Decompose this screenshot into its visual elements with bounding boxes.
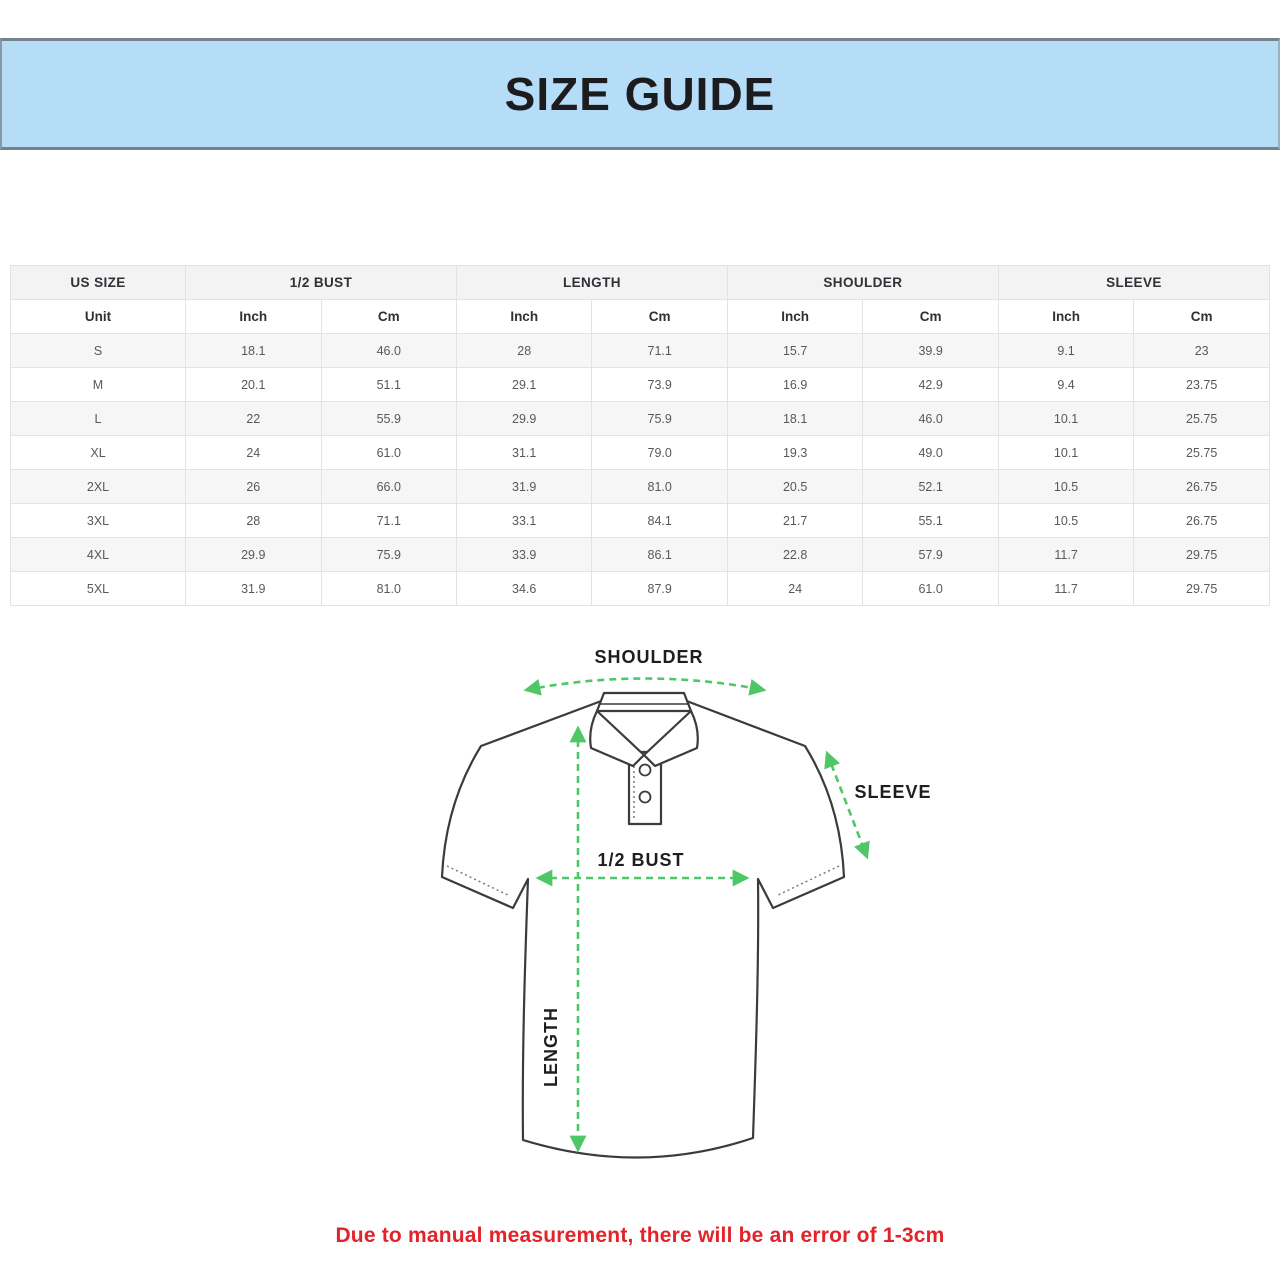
measure-cell: 25.75 — [1134, 436, 1270, 470]
measure-cell: 87.9 — [592, 572, 727, 606]
measure-cell: 75.9 — [321, 538, 456, 572]
measure-cell: 26.75 — [1134, 504, 1270, 538]
measure-cell: 71.1 — [321, 504, 456, 538]
table-row-5xl — [11, 572, 1270, 606]
measure-cell: 34.6 — [456, 572, 591, 606]
table-row-4xl — [11, 538, 1270, 572]
measure-cell: 55.1 — [863, 504, 998, 538]
measure-cell: 39.9 — [863, 334, 998, 368]
measure-cell: 31.1 — [456, 436, 591, 470]
size-label-cell: 5XL — [11, 572, 186, 606]
size-label-cell: L — [11, 402, 186, 436]
measure-cell: 9.1 — [998, 334, 1133, 368]
measure-cell: 10.1 — [998, 436, 1133, 470]
measure-cell: 75.9 — [592, 402, 727, 436]
measure-cell: 23.75 — [1134, 368, 1270, 402]
measure-cell: 81.0 — [321, 572, 456, 606]
table-row-xl — [11, 436, 1270, 470]
measure-cell: 18.1 — [727, 402, 862, 436]
measurement-error-note: Due to manual measurement, there will be an error of 1-3cm — [335, 1224, 945, 1247]
measure-cell: 16.9 — [727, 368, 862, 402]
measure-cell: 26.75 — [1134, 470, 1270, 504]
measure-cell: 57.9 — [863, 538, 998, 572]
collar-band — [597, 693, 691, 711]
measure-cell: 51.1 — [321, 368, 456, 402]
unit-inch-header: Inch — [727, 300, 862, 334]
measure-cell: 66.0 — [321, 470, 456, 504]
button — [640, 765, 651, 776]
measure-cell: 21.7 — [727, 504, 862, 538]
size-label-cell: S — [11, 334, 186, 368]
page-title: SIZE GUIDE — [504, 68, 776, 120]
measure-cell: 81.0 — [592, 470, 727, 504]
unit-inch-header: Inch — [998, 300, 1133, 334]
measure-cell: 84.1 — [592, 504, 727, 538]
size-label-cell: 2XL — [11, 470, 186, 504]
measure-cell: 22.8 — [727, 538, 862, 572]
measure-cell: 29.75 — [1134, 572, 1270, 606]
measure-cell: 29.9 — [186, 538, 321, 572]
unit-cm-header: Cm — [1134, 300, 1270, 334]
unit-cm-header: Cm — [863, 300, 998, 334]
size-label-cell: XL — [11, 436, 186, 470]
measure-cell: 49.0 — [863, 436, 998, 470]
measure-cell: 26 — [186, 470, 321, 504]
table-group-header-row — [11, 266, 1270, 300]
shoulder-measure-arrow — [526, 679, 764, 691]
table-unit-row — [11, 300, 1270, 334]
size-table — [10, 265, 1270, 606]
measure-cell: 42.9 — [863, 368, 998, 402]
measure-cell: 20.1 — [186, 368, 321, 402]
measure-cell: 24 — [186, 436, 321, 470]
measure-cell: 23 — [1134, 334, 1270, 368]
half-bust-label: 1/2 BUST — [597, 850, 685, 870]
unit-cm-header: Cm — [592, 300, 727, 334]
measure-cell: 9.4 — [998, 368, 1133, 402]
length-label: LENGTH — [541, 1007, 561, 1087]
col-header-half-bust: 1/2 BUST — [186, 266, 457, 300]
col-header-length: LENGTH — [456, 266, 727, 300]
measure-cell: 31.9 — [186, 572, 321, 606]
measure-cell: 11.7 — [998, 538, 1133, 572]
measure-cell: 86.1 — [592, 538, 727, 572]
measure-cell: 31.9 — [456, 470, 591, 504]
unit-inch-header: Inch — [456, 300, 591, 334]
measure-cell: 28 — [456, 334, 591, 368]
measure-cell: 73.9 — [592, 368, 727, 402]
size-table-container — [10, 265, 1270, 606]
measure-cell: 71.1 — [592, 334, 727, 368]
measure-cell: 25.75 — [1134, 402, 1270, 436]
measure-cell: 52.1 — [863, 470, 998, 504]
unit-header: Unit — [11, 300, 186, 334]
table-row-l — [11, 402, 1270, 436]
measure-cell: 24 — [727, 572, 862, 606]
measure-cell: 61.0 — [321, 436, 456, 470]
table-row-s — [11, 334, 1270, 368]
measure-cell: 29.9 — [456, 402, 591, 436]
measure-cell: 19.3 — [727, 436, 862, 470]
size-label-cell: 3XL — [11, 504, 186, 538]
col-header-sleeve: SLEEVE — [998, 266, 1269, 300]
measure-cell: 46.0 — [321, 334, 456, 368]
measure-cell: 10.5 — [998, 470, 1133, 504]
measure-cell: 10.5 — [998, 504, 1133, 538]
size-label-cell: M — [11, 368, 186, 402]
size-guide-banner — [0, 38, 1280, 150]
table-row-2xl — [11, 470, 1270, 504]
size-label-cell: 4XL — [11, 538, 186, 572]
measure-cell: 55.9 — [321, 402, 456, 436]
measure-cell: 22 — [186, 402, 321, 436]
measure-cell: 29.75 — [1134, 538, 1270, 572]
measure-cell: 79.0 — [592, 436, 727, 470]
table-row-3xl — [11, 504, 1270, 538]
table-row-m — [11, 368, 1270, 402]
button — [640, 792, 651, 803]
measure-cell: 29.1 — [456, 368, 591, 402]
measure-cell: 46.0 — [863, 402, 998, 436]
measure-cell: 61.0 — [863, 572, 998, 606]
sleeve-label: SLEEVE — [854, 782, 932, 802]
measure-cell: 11.7 — [998, 572, 1133, 606]
unit-inch-header: Inch — [186, 300, 321, 334]
polo-shirt-diagram — [420, 630, 960, 1210]
unit-cm-header: Cm — [321, 300, 456, 334]
measure-cell: 20.5 — [727, 470, 862, 504]
shoulder-label: SHOULDER — [594, 647, 704, 667]
measure-cell: 33.1 — [456, 504, 591, 538]
col-header-us-size: US SIZE — [11, 266, 186, 300]
measure-cell: 28 — [186, 504, 321, 538]
measure-cell: 10.1 — [998, 402, 1133, 436]
measure-cell: 15.7 — [727, 334, 862, 368]
measure-cell: 33.9 — [456, 538, 591, 572]
col-header-shoulder: SHOULDER — [727, 266, 998, 300]
measure-cell: 18.1 — [186, 334, 321, 368]
